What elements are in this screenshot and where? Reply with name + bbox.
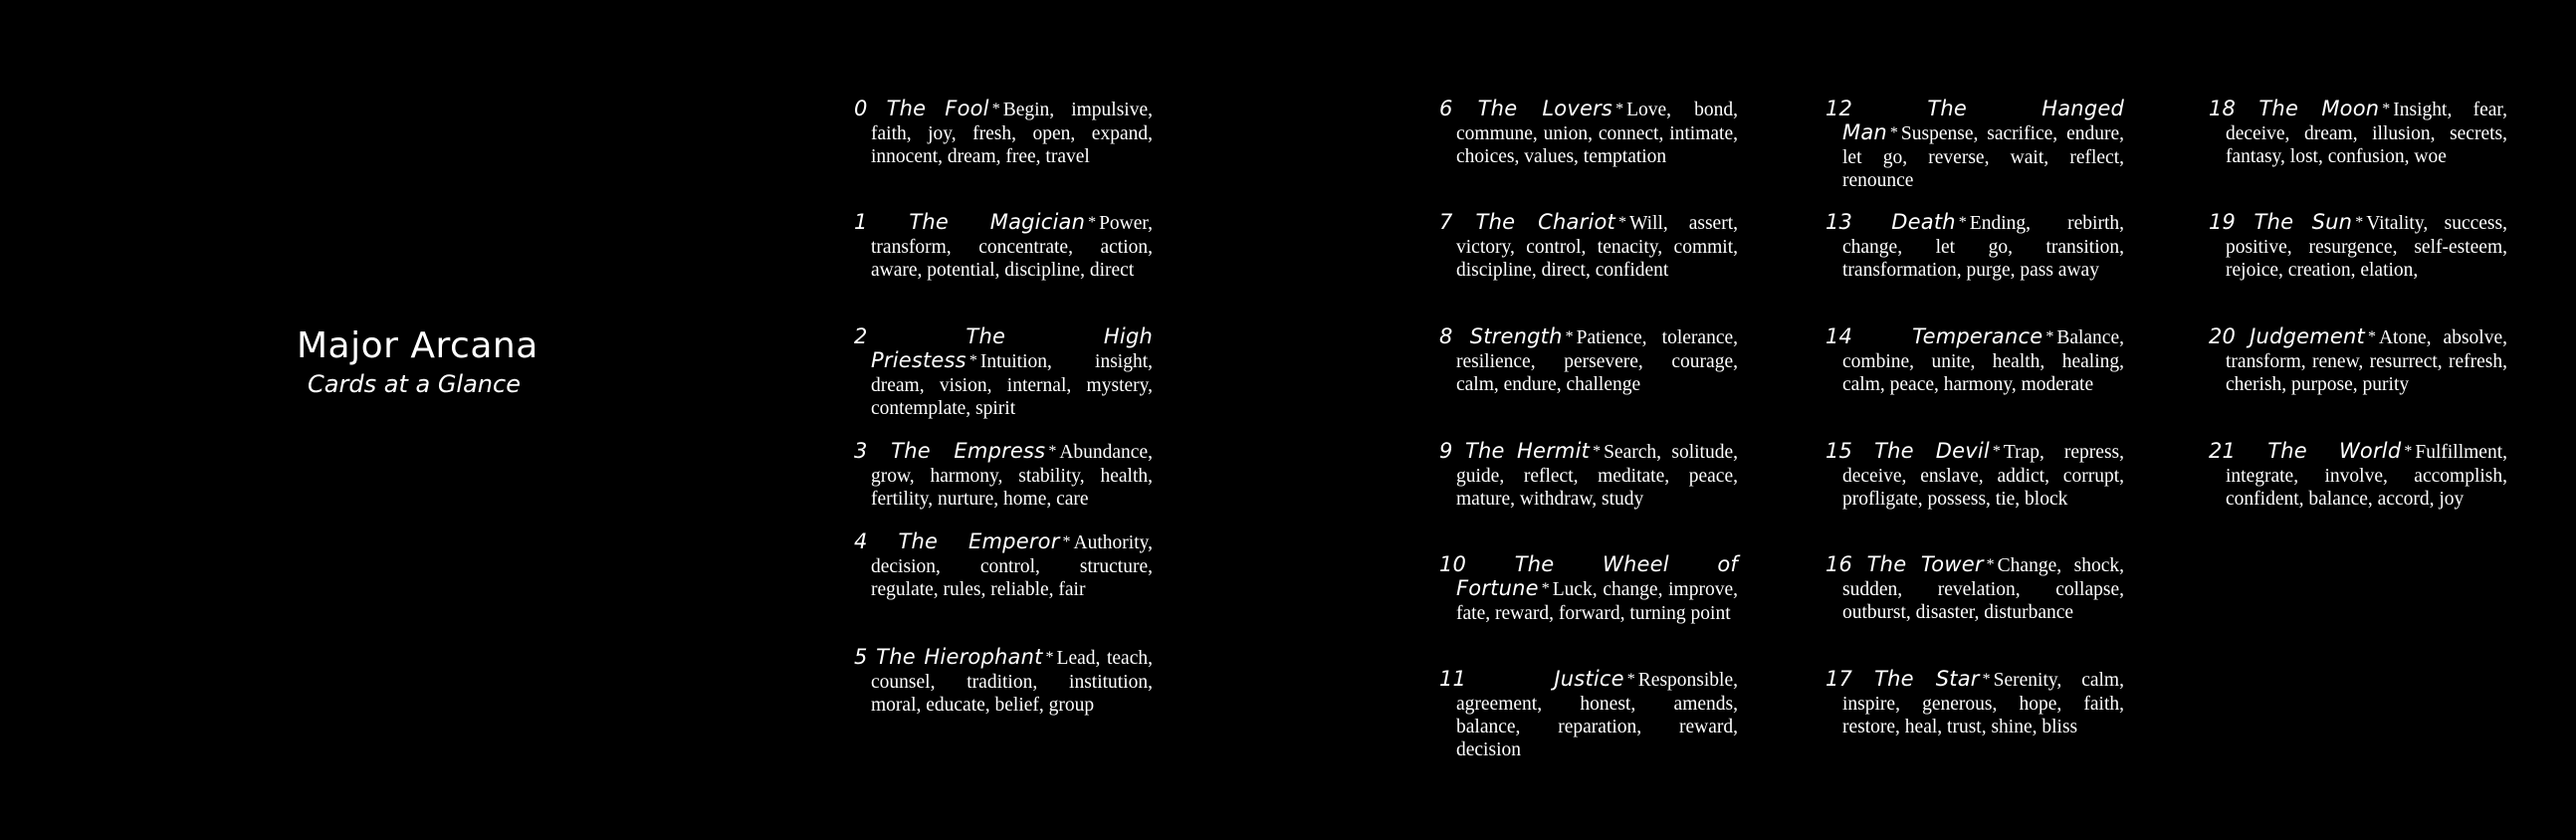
card-keywords: Vitality, success, positive, resurgence, self-esteem, rejoice, creation, elation, bbox=[2226, 213, 2507, 281]
card-keywords: Suspense, sacrifice, endure, let go, reverse, wait, reflect, renounce bbox=[1842, 123, 2124, 191]
card-entry bbox=[1439, 325, 1738, 396]
card-entry bbox=[1439, 668, 1738, 761]
card-name: 7 The Chariot bbox=[1439, 210, 1615, 234]
card-name: 2 The High Priestess bbox=[854, 324, 1153, 372]
star-separator-icon: * bbox=[2045, 328, 2054, 345]
card-keywords: Luck, change, improve, fate, reward, forward, turning point bbox=[1456, 579, 1738, 624]
card-keywords: Atone, absolve, transform, renew, resurrect, refresh, cherish, purpose, purity bbox=[2226, 327, 2507, 395]
card-keywords: Lead, teach, counsel, tradition, institution, moral, educate, belief, group bbox=[871, 648, 1153, 716]
card-entry bbox=[2209, 98, 2507, 168]
card-keywords: Love, bond, commune, union, connect, intimate, choices, values, temptation bbox=[1456, 100, 1738, 167]
card-entry bbox=[2209, 440, 2507, 511]
card-entry bbox=[1439, 440, 1738, 511]
star-separator-icon: * bbox=[1889, 124, 1898, 141]
card-name: 11 Justice bbox=[1439, 667, 1624, 691]
card-name: 21 The World bbox=[2209, 439, 2402, 463]
card-keywords: Trap, repress, deceive, enslave, addict, corrupt, profligate, possess, tie, block bbox=[1842, 442, 2124, 510]
card-keywords: Ending, rebirth, change, let go, transition, transformation, purge, pass away bbox=[1842, 213, 2124, 281]
card-keywords: Power, transform, concentrate, action, aware, potential, discipline, direct bbox=[871, 213, 1153, 281]
star-separator-icon: * bbox=[2404, 443, 2413, 460]
card-entry bbox=[1439, 553, 1738, 625]
card-name: 8 Strength bbox=[1439, 324, 1563, 348]
card-entry bbox=[1825, 668, 2124, 738]
card-keywords: Insight, fear, deceive, dream, illusion, secrets, fantasy, lost, confusion, woe bbox=[2226, 100, 2507, 167]
card-keywords: Change, shock, sudden, revelation, collapse, outburst, disaster, disturbance bbox=[1842, 555, 2124, 623]
card-name: 19 The Sun bbox=[2209, 210, 2353, 234]
card-keywords: Authority, decision, control, structure, regulate, rules, reliable, fair bbox=[871, 532, 1153, 600]
card-keywords: Fulfillment, integrate, involve, accomplish, confident, balance, accord, joy bbox=[2226, 442, 2507, 510]
page-subtitle: Cards at a Glance bbox=[308, 370, 521, 398]
star-separator-icon: * bbox=[1982, 671, 1991, 688]
star-separator-icon: * bbox=[1062, 533, 1071, 550]
card-name: 14 Temperance bbox=[1825, 324, 2043, 348]
card-name: 4 The Emperor bbox=[854, 529, 1060, 553]
card-name: 6 The Lovers bbox=[1439, 97, 1613, 120]
card-entry bbox=[854, 211, 1153, 282]
star-separator-icon: * bbox=[968, 352, 977, 369]
card-entry bbox=[1825, 211, 2124, 282]
star-separator-icon: * bbox=[1958, 214, 1967, 231]
card-entry bbox=[1825, 440, 2124, 511]
card-entry bbox=[1825, 98, 2124, 192]
star-separator-icon: * bbox=[1626, 671, 1635, 688]
card-entry bbox=[1439, 98, 1738, 168]
card-entry bbox=[854, 440, 1153, 511]
card-entry bbox=[2209, 211, 2507, 282]
star-separator-icon: * bbox=[1615, 101, 1624, 117]
card-name: 9 The Hermit bbox=[1439, 439, 1591, 463]
star-separator-icon: * bbox=[1541, 580, 1550, 597]
card-name: 1 The Magician bbox=[854, 210, 1086, 234]
star-separator-icon: * bbox=[1088, 214, 1097, 231]
card-entry bbox=[854, 325, 1153, 420]
star-separator-icon: * bbox=[991, 101, 1000, 117]
card-keywords: Responsible, agreement, honest, amends, balance, reparation, reward, decision bbox=[1456, 670, 1738, 760]
star-separator-icon: * bbox=[1565, 328, 1574, 345]
card-name: 18 The Moon bbox=[2209, 97, 2380, 120]
card-name: 0 The Fool bbox=[854, 97, 989, 120]
card-name: 20 Judgement bbox=[2209, 324, 2365, 348]
card-keywords: Begin, impulsive, faith, joy, fresh, open, expand, innocent, dream, free, travel bbox=[871, 100, 1153, 167]
star-separator-icon: * bbox=[2382, 101, 2391, 117]
card-keywords: Serenity, calm, inspire, generous, hope, faith, restore, heal, trust, shine, bliss bbox=[1842, 670, 2124, 737]
card-name: 13 Death bbox=[1825, 210, 1956, 234]
card-name: 5 The Hierophant bbox=[854, 645, 1043, 669]
star-separator-icon: * bbox=[1045, 649, 1054, 666]
card-name: 15 The Devil bbox=[1825, 439, 1990, 463]
star-separator-icon: * bbox=[1992, 443, 2001, 460]
page-title: Major Arcana bbox=[297, 325, 538, 366]
card-name: 16 The Tower bbox=[1825, 552, 1984, 576]
card-entry bbox=[1439, 211, 1738, 282]
card-entry bbox=[854, 98, 1153, 168]
title-block bbox=[297, 324, 538, 400]
card-name: 10 The Wheel of Fortune bbox=[1439, 552, 1738, 600]
card-entry bbox=[1825, 325, 2124, 396]
card-keywords: Will, assert, victory, control, tenacity, commit, discipline, direct, confident bbox=[1456, 213, 1738, 281]
card-entry bbox=[854, 646, 1153, 717]
card-keywords: Search, solitude, guide, reflect, meditate, peace, mature, withdraw, study bbox=[1456, 442, 1738, 510]
card-keywords: Abundance, grow, harmony, stability, health, fertility, nurture, home, care bbox=[871, 442, 1153, 510]
card-keywords: Patience, tolerance, resilience, persevere, courage, calm, endure, challenge bbox=[1456, 327, 1738, 395]
card-keywords: Intuition, insight, dream, vision, internal, mystery, contemplate, spirit bbox=[871, 351, 1153, 419]
card-entry bbox=[2209, 325, 2507, 396]
star-separator-icon: * bbox=[2367, 328, 2376, 345]
star-separator-icon: * bbox=[1986, 556, 1995, 573]
card-entry bbox=[854, 530, 1153, 601]
card-name: 12 The Hanged Man bbox=[1825, 97, 2124, 144]
card-entry bbox=[1825, 553, 2124, 624]
card-name: 17 The Star bbox=[1825, 667, 1980, 691]
card-name: 3 The Empress bbox=[854, 439, 1046, 463]
star-separator-icon: * bbox=[1593, 443, 1602, 460]
star-separator-icon: * bbox=[1048, 443, 1057, 460]
star-separator-icon: * bbox=[2355, 214, 2364, 231]
star-separator-icon: * bbox=[1617, 214, 1626, 231]
card-keywords: Balance, combine, unite, health, healing, calm, peace, harmony, moderate bbox=[1842, 327, 2124, 395]
